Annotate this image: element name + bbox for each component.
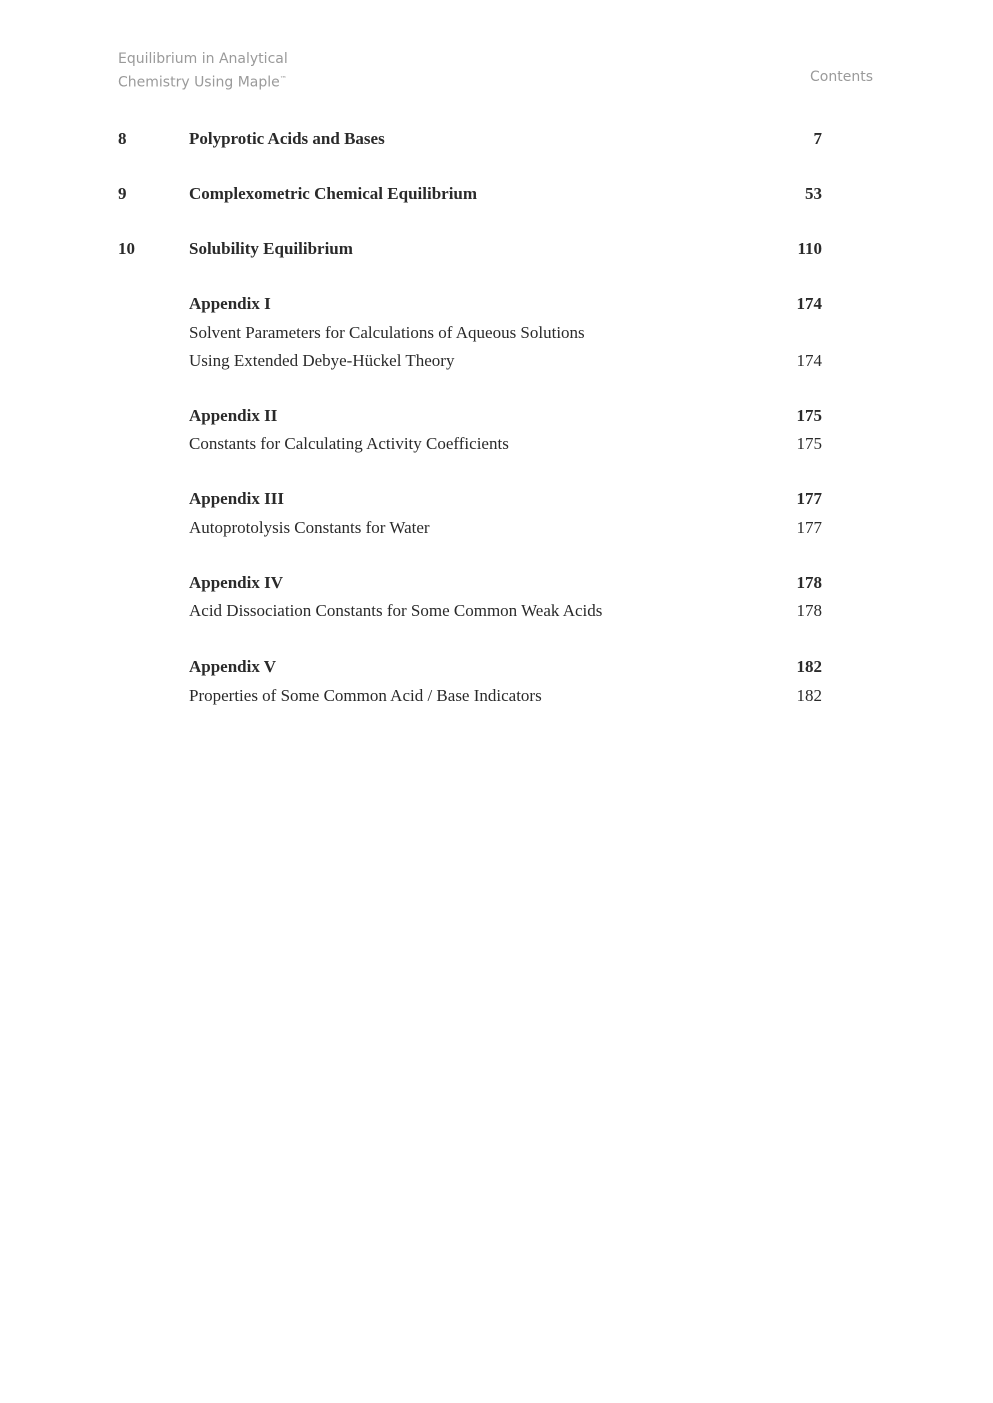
toc-appendix-3[interactable] [0,487,993,511]
toc-appendix-4[interactable] [0,571,993,595]
page-number: 175 [796,434,822,453]
toc-appendix-1-entry-line-2[interactable] [0,349,993,373]
page-number: 174 [796,351,822,370]
page-number: 182 [796,657,822,676]
toc-appendix-1-entry-line-1[interactable] [0,321,993,345]
appendix-entry-text: Autoprotolysis Constants for Water [189,518,430,537]
running-header-section: Contents [810,69,873,85]
running-header-book-title [118,49,288,93]
book-title-line-1: Equilibrium in Analytical [118,51,288,67]
toc-appendix-5-entry[interactable] [0,684,993,708]
toc-appendix-5[interactable] [0,655,993,679]
toc-chapter-10[interactable] [0,237,993,261]
page-number: 174 [796,294,822,313]
page-number: 178 [796,601,822,620]
page-number: 175 [796,406,822,425]
chapter-number: 10 [118,239,135,258]
chapter-title: Complexometric Chemical Equilibrium [189,184,478,203]
chapter-number: 9 [118,184,127,203]
toc-appendix-3-entry[interactable] [0,516,993,540]
appendix-title: Appendix V [189,657,277,676]
page-number: 177 [796,518,822,537]
appendix-title: Appendix IV [189,573,284,592]
trademark-symbol: ™ [279,75,287,83]
appendix-entry-text: Constants for Calculating Activity Coefficients [189,434,509,453]
appendix-title: Appendix III [189,489,284,508]
book-title-line-2-text: Chemistry Using Maple [118,74,280,91]
appendix-title: Appendix II [189,406,278,425]
toc-appendix-4-entry[interactable] [0,599,993,623]
page-number: 7 [813,129,822,148]
appendix-entry-text: Properties of Some Common Acid / Base Indicators [189,686,542,705]
appendix-title: Appendix I [189,294,271,313]
toc-chapter-9[interactable] [0,182,993,206]
appendix-entry-text: Solvent Parameters for Calculations of Aqueous Solutions [189,323,585,342]
toc-appendix-2-entry[interactable] [0,432,993,456]
page-number: 177 [796,489,822,508]
page-number: 178 [796,573,822,592]
toc-appendix-2[interactable] [0,404,993,428]
chapter-title: Solubility Equilibrium [189,239,353,258]
appendix-entry-text: Acid Dissociation Constants for Some Common Weak Acids [189,601,603,620]
chapter-number: 8 [118,129,127,148]
toc-chapter-8[interactable] [0,127,993,151]
chapter-title: Polyprotic Acids and Bases [189,129,385,148]
page-number: 182 [796,686,822,705]
appendix-entry-text: Using Extended Debye-Hückel Theory [189,351,455,370]
toc-appendix-1[interactable] [0,292,993,316]
page-number: 53 [805,184,822,203]
page-number: 110 [797,239,822,258]
book-title-line-2 [118,69,288,93]
